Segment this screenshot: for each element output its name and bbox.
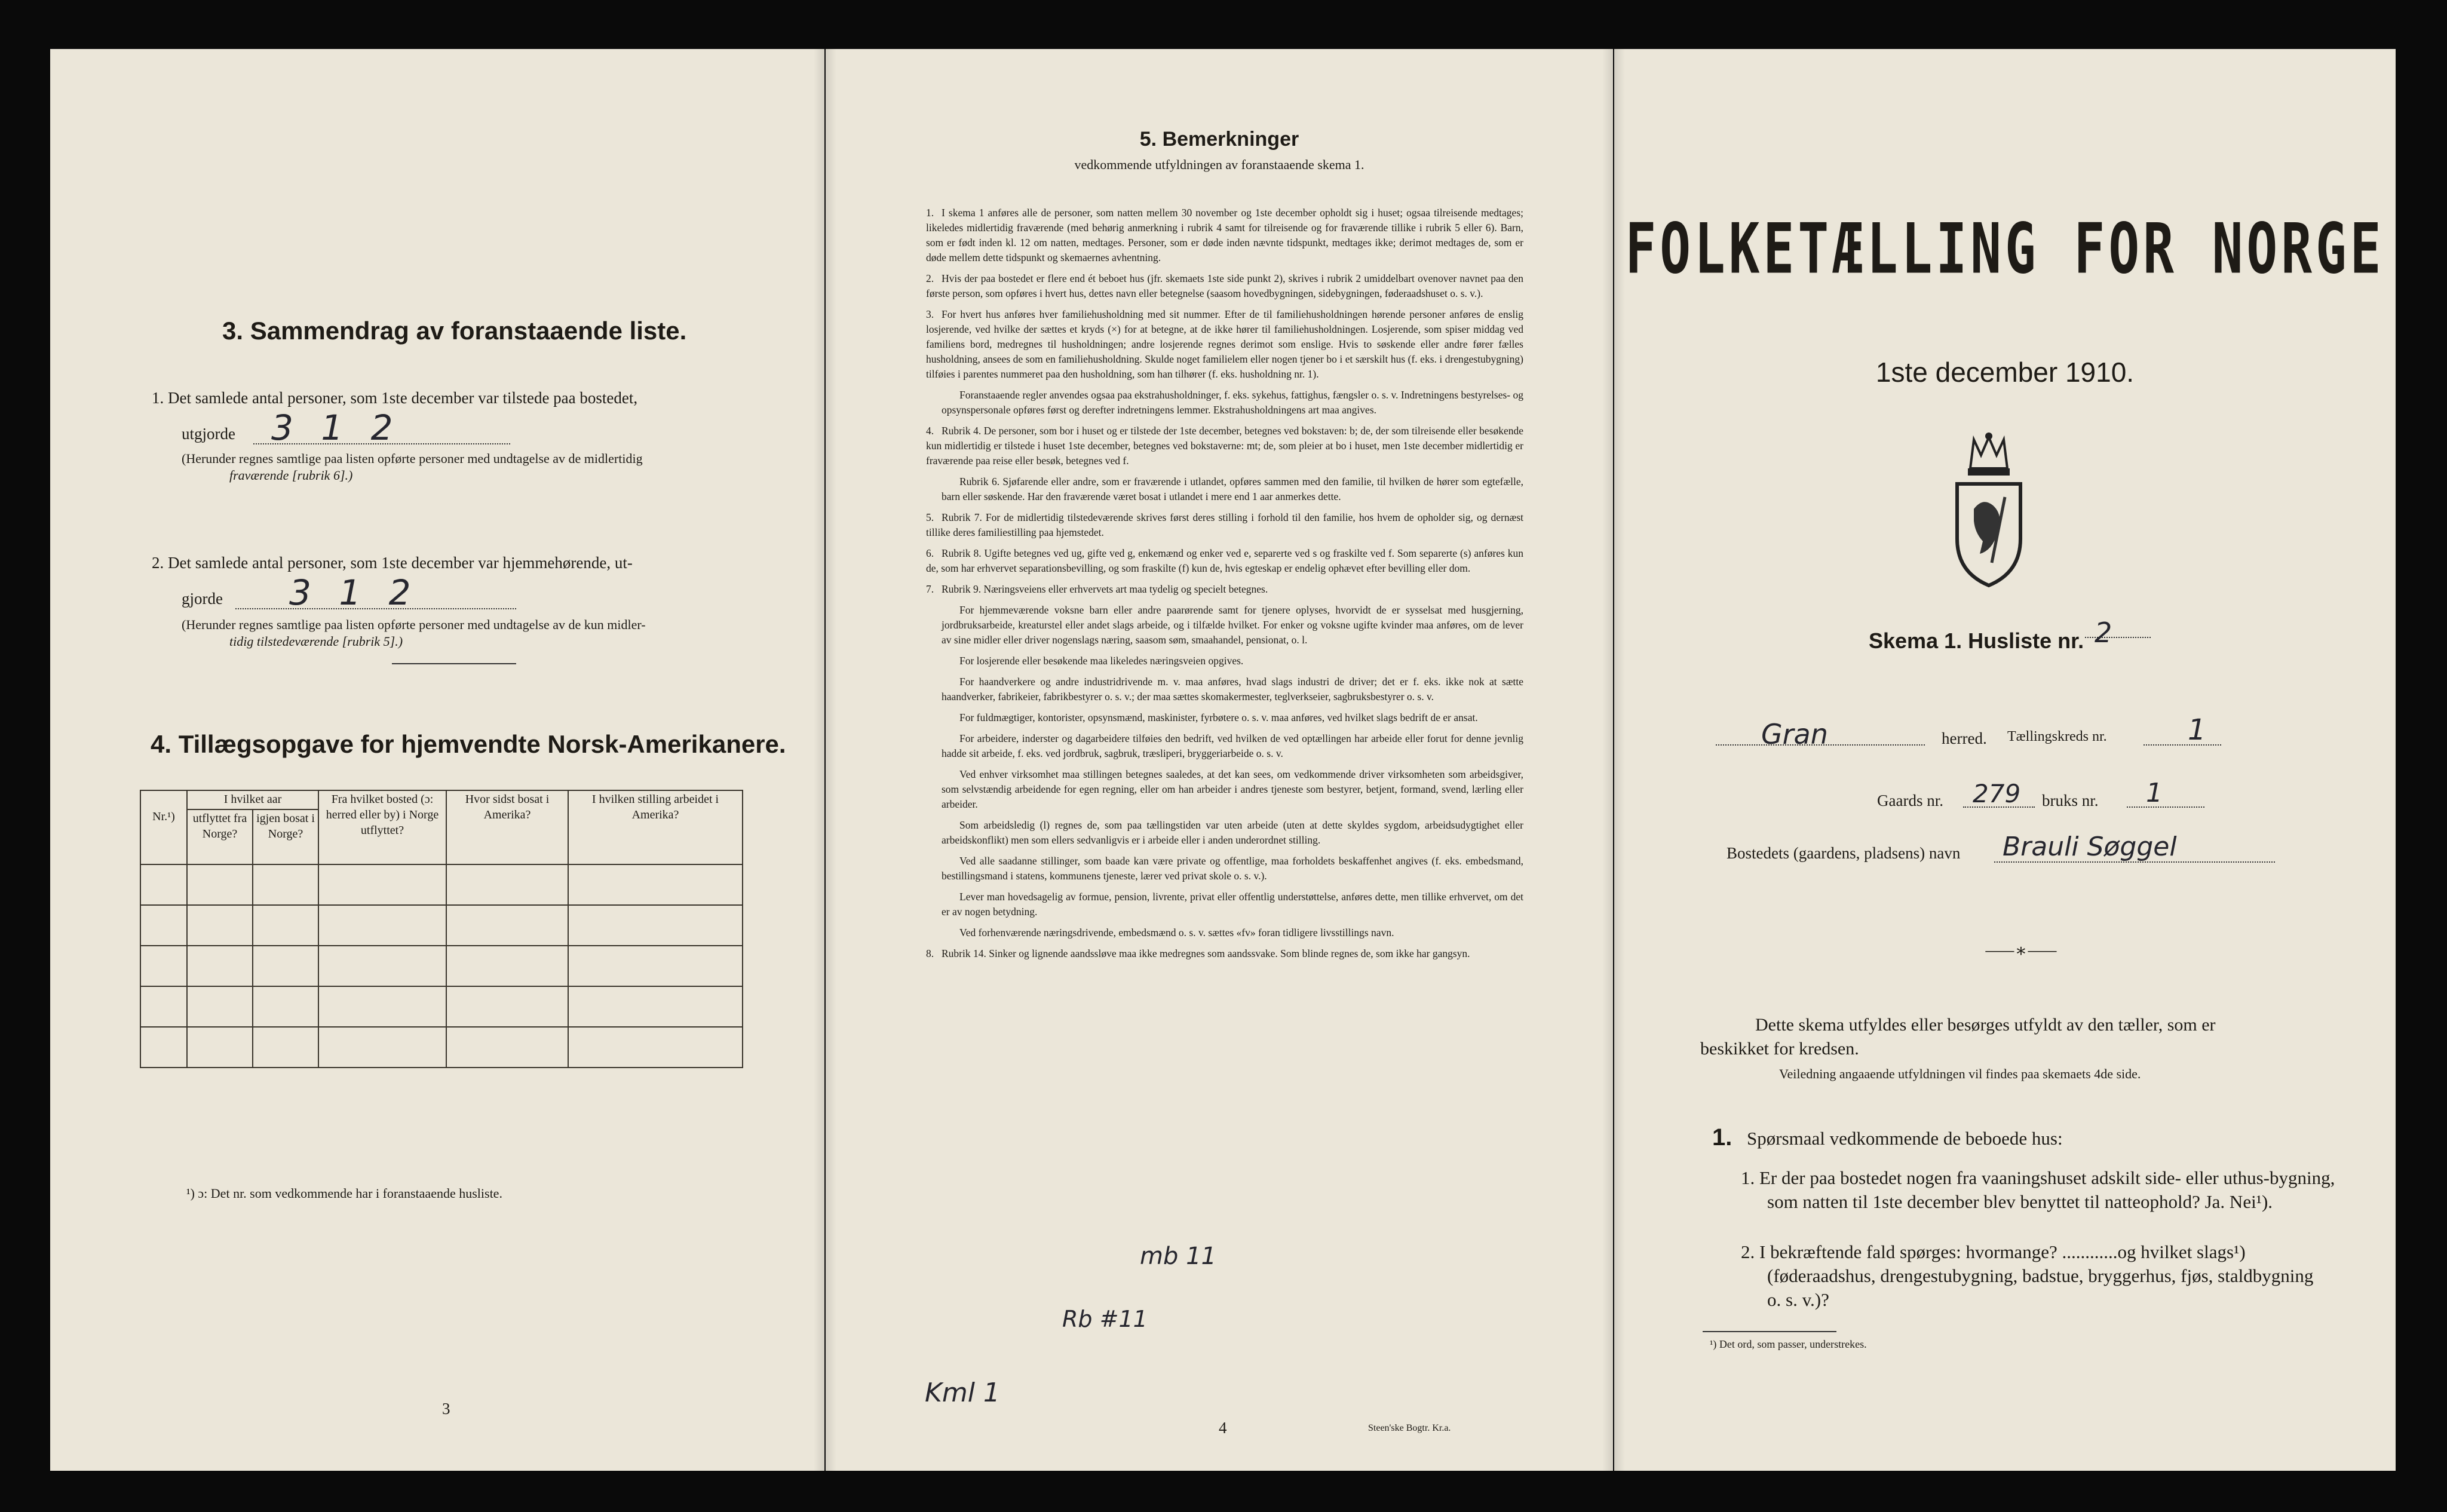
footnote-rule [1703,1331,1836,1332]
remark-text: Ved enhver virksomhet maa stillingen betegnes saaledes, at det kan sees, om vedkommende driver virksomheten som arbeidsgiver, som selvstændig arbeidende for egen regning, eller om han arbeider i andres tjeneste som bestyrer, betjent, formand, svend, lærling eller arbeider. [942,768,1523,810]
table-cell [568,986,743,1027]
remark-paragraph [942,731,1523,761]
remark-number: 2. [926,272,934,284]
table-cell [318,986,446,1027]
table-cell [140,986,187,1027]
q1-text: 1. Det samlede antal personer, som 1ste december var tilstede paa bostedet, [152,389,638,407]
q1-answer: 3 1 2 [271,407,401,448]
table-row [140,1027,743,1068]
remark-paragraph [942,603,1523,648]
remark-text: For hvert hus anføres hver familiehusholdning med sit nummer. Efter de til familiehusholdningen hørende personer anføres de enslig losjerende, ved hvilke der sættes et kryds (×) for at betegne, at de ikke hører til familiehusholdningen. Losjerende, som spiser middag ved familiens bord, medregnes til husholdningen; andre losjerende regnes derimot som enslige. Hvis to søskende eller andre fører fælles husholdning, ansees de som en familiehusholdning. Skulde noget familielem eller nogen tjener bo i et særskilt hus (f. eks. i drengestubygning) tilføies i parentes nummeret paa den husholdning, som han tilhører (f. eks. husholdning nr. 1). [926,308,1523,380]
bosted-label: Bostedets (gaardens, pladsens) navn [1727,844,1961,862]
table-row [140,946,743,986]
bruks-line [2127,806,2204,808]
page-middle [826,49,1613,1471]
table-cell [568,1027,743,1068]
col-stilling-header: I hvilken stilling arbeidet i Amerika? [568,790,743,864]
table-cell [253,986,318,1027]
col-bosted-header: Fra hvilket bosted (ɔ: herred eller by) i Norge utflyttet? [318,790,446,864]
remark-text: Rubrik 9. Næringsveiens eller erhvervets art maa tydelig og specielt betegnes. [942,583,1268,595]
remark-text: For hjemmeværende voksne barn eller andre paarørende samt for tjenere oplyses, hvorvidt de er sysselsat med husgjerning, jordbruksarbeide, kreaturstel eller andet slags arbeide, og i tilfælde hvilket. For enker og voksne ugifte kvinder maa anføres, om de lever av sine midler eller driver nogenslags næring, saasom søm, smaahandel, pensionat, o. l. [942,604,1523,646]
remark-text: Foranstaaende regler anvendes ogsaa paa ekstrahusholdninger, f. eks. sykehus, fattighus, fængsler o. s. v. Indretningens bestyrelses- og opsynspersonale opføres først og derefter indretningens lemmer. Ekstrahusholdningens art maa angives. [942,389,1523,416]
remark-paragraph [942,674,1523,704]
table-cell [187,986,253,1027]
census-date: 1ste december 1910. [1875,357,2135,388]
remark-paragraph [926,206,1523,265]
right-footnote: ¹) Det ord, som passer, understrekes. [1710,1338,1867,1350]
section4-title: 4. Tillægsopgave for hjemvendte Norsk-Amerikanere. [151,730,786,758]
table-row [140,864,743,905]
q1-answer-line [253,443,510,444]
table-cell [187,864,253,905]
remark-text: For arbeidere, inderster og dagarbeidere tilføies den bedrift, ved hvilken de ved optællingen har arbeide eller forut for denne jevnlig hadde sit arbeide, f. eks. ved jordbruk, sagbruk, træsliperi, bryggeriarbeide o. s. v. [942,732,1523,759]
remarks-subtitle: vedkommende utfyldningen av foranstaaende skema 1. [1074,157,1364,172]
remark-paragraph [926,307,1523,382]
table-cell [140,1027,187,1068]
table-cell [446,905,568,946]
remark-text: Rubrik 14. Sinker og lignende aandssløve maa ikke medregnes som aandssvake. Som blinde regnes de, som ikke har gangsyn. [942,947,1470,959]
page-left [50,49,824,1471]
remark-text: Som arbeidsledig (l) regnes de, som paa tællingstiden var uten arbeide (uten at dette skyldes sygdom, arbeidsudygtighet eller arbeidskonflikt) men som ellers sedvanligvis er i arbeide eller i anden underordnet stilling. [942,819,1523,846]
skema-label: Skema 1. Husliste nr. [1869,628,2084,653]
bruks-value: 1 [2146,778,2163,808]
remark-paragraph [926,546,1523,576]
remark-text: Rubrik 4. De personer, som bor i huset og er tilstede der 1ste december, betegnes ved bokstaven: b; de, der som tilreisende eller besøkende kun midlertidig er tilstede i huset 1ste december, betegnes ved bokstaverne: mt; de, som pleier at bo i huset, men 1ste december midlertidig er fraværende paa reise eller besøk, betegnes ved f. [926,425,1523,467]
ornament-divider: ⸺∗⸺ [1985,941,2057,961]
remark-paragraph [942,474,1523,504]
remark-text: Lever man hovedsagelig av formue, pension, livrente, privat eller offentlig understøttelse, anføres dette, men tillike erhvervet, om det er av nogen betydning. [942,891,1523,918]
q2-note-1: (Herunder regnes samtlige paa listen opførte personer med undtagelse av de kun midler- [182,617,646,632]
remark-number: 5. [926,511,934,523]
table-cell [446,1027,568,1068]
bosted-value: Brauli Søggel [2003,832,2177,862]
table-cell [446,946,568,986]
q2-text: 2. Det samlede antal personer, som 1ste december var hjemmehørende, ut- [152,554,633,572]
remark-paragraph [942,818,1523,848]
q1-note-1: (Herunder regnes samtlige paa listen opførte personer med undtagelse av de midlertidig [182,451,643,466]
divider [392,663,516,664]
col-utflyttet-header: utflyttet fra Norge? [187,809,253,864]
census-title: FOLKETÆLLING FOR NORGE [1625,209,2385,290]
q2-answer: 3 1 2 [289,572,419,613]
table-cell [187,946,253,986]
q-heading: Spørsmaal vedkommende de beboede hus: [1747,1128,2063,1149]
herred-label: herred. [1942,729,1987,747]
remark-text: For fuldmægtiger, kontorister, opsynsmænd, maskinister, fyrbøtere o. s. v. maa anføres, ved hvilket slags bedrift de er ansat. [959,711,1478,723]
question-2b: (føderaadshus, drengestubygning, badstue, bryggerhus, fjøs, staldbygning o. s. v.)? [1767,1265,2314,1310]
remark-paragraph [942,854,1523,884]
instruction-small: Veiledning angaaende utfyldningen vil findes paa skemaets 4de side. [1779,1066,2141,1081]
remarks-title: 5. Bemerkninger [1139,128,1299,151]
remark-number: 6. [926,547,934,559]
table-row [140,905,743,946]
col-nr-header: Nr.¹) [140,790,187,864]
table-cell [318,946,446,986]
remark-text: Rubrik 8. Ugifte betegnes ved ug, gifte ved g, enkemænd og enker ved e, separerte ved s og fraskilte ved f. Som separerte (s) anføres kun de, som har erhvervet separationsbevilling, og som fraskilte (f) kun de, hvis egteskap er endelig ophævet efter bevilling eller dom. [926,547,1523,574]
gaards-value: 279 [1973,779,2021,808]
col-group-header: I hvilket aar [187,790,318,809]
remark-text: I skema 1 anføres alle de personer, som natten mellem 30 november og 1ste december opholdt sig i huset; ogsaa tilreisende medtages; likeledes midlertidig fraværende (med behørig anmerkning i rubrik 4 samt for tilreisende og for fraværende tillike i rubrik 5 eller 6). Barn, som er født inden kl. 12 om natten, medtages. Personer, som er døde inden nævnte tidspunkt, medtages ikke; derimot medtages de, som er døde mellem dette tidspunkt og skemaernes avhentning. [926,207,1523,263]
remark-text: Ved forhenværende næringsdrivende, embedsmænd o. s. v. sættes «fv» foran tidligere livsstillings navn. [959,927,1394,939]
page-number-middle: 4 [1219,1419,1227,1437]
remark-paragraph [942,767,1523,812]
remark-text: Rubrik 6. Sjøfarende eller andre, som er fraværende i utlandet, opføres sammen med den familie, til hvilken de hører som egtefælle, barn eller søskende. Har den fraværende været bosat i utlandet i mere end 1 aar anmerkes dette. [942,476,1523,502]
table-cell [568,946,743,986]
remark-number: 7. [926,583,934,595]
left-footnote: ¹) ɔ: Det nr. som vedkommende har i foranstaaende husliste. [186,1186,502,1201]
table-cell [187,1027,253,1068]
remark-text: Ved alle saadanne stillinger, som baade kan være private og offentlige, maa forholdets beskaffenhet angives (f. eks. embedsmand, bestillingsmand i statens, kommunens tjeneste, lærer ved privat skole o. s. v.). [942,855,1523,882]
q1-note-2: fraværende [rubrik 6].) [229,468,353,483]
remark-paragraph [942,925,1523,940]
col-amerika-header: Hvor sidst bosat i Amerika? [446,790,568,864]
table-cell [446,986,568,1027]
q-heading-number: 1. [1712,1124,1732,1151]
q2-label: gjorde [182,590,223,608]
col-bosat-header: igjen bosat i Norge? [253,809,318,864]
table-cell [187,905,253,946]
table-cell [568,905,743,946]
remark-text: Rubrik 7. For de midlertidig tilstedeværende skrives først deres stilling i forhold til den familie, hos hvem de opholder sig, og dernæst tillike deres familiestilling paa hjemstedet. [926,511,1523,538]
remark-number: 1. [926,207,934,219]
annotation-rb: Rb #11 [1062,1306,1148,1332]
remark-number: 8. [926,947,934,959]
q2-answer-line [235,608,516,609]
page-fold-shadow [826,49,836,1471]
table-cell [318,905,446,946]
remark-paragraph [926,510,1523,540]
herred-value: Gran [1761,718,1828,750]
table-cell [253,864,318,905]
instruction-line-2: beskikket for kredsen. [1700,1039,1859,1059]
section3-title: 3. Sammendrag av foranstaaende liste. [222,317,687,345]
bruks-label: bruks nr. [2042,792,2099,809]
remark-paragraph [942,388,1523,418]
annotation-mb: mb 11 [1140,1243,1216,1270]
title-wrap [1614,209,2396,290]
remark-number: 3. [926,308,934,320]
remark-paragraph [942,654,1523,668]
table-cell [446,864,568,905]
kreds-label: Tællingskreds nr. [2007,729,2107,744]
page-number-left: 3 [442,1400,450,1418]
norway-coat-of-arms-icon [1950,431,2028,596]
gaards-label: Gaards nr. [1877,792,1943,809]
question-2a: 2. I bekræftende fald spørges: hvormange? ............og hvilket slags¹) [1741,1241,2246,1262]
table-cell [318,1027,446,1068]
page-fold-shadow [814,49,824,1471]
table-row [140,986,743,1027]
remark-paragraph [926,424,1523,468]
table-cell [318,864,446,905]
remark-paragraph [942,710,1523,725]
remark-paragraph [942,890,1523,919]
remarks-text [926,206,1523,967]
remark-text: For haandverkere og andre industridrivende m. v. maa anføres, hvad slags industri de driver; det er f. eks. ikke nok at sætte haandverker, fabrikeier, fabrikbestyrer o. s. v.; der maa sættes skomakermester, teglverkseier, sagbruksbestyrer o. s. v. [942,676,1523,703]
remark-text: Hvis der paa bostedet er flere end ét beboet hus (jfr. skemaets 1ste side punkt 2), skrives i rubrik 2 umiddelbart ovenover navnet paa den første person, som opføres i hvert hus, dettes navn eller betegnelse (saasom hovedbygningen, sidebygningen, føderaadshuset o. s. v.). [926,272,1523,299]
printer-credit: Steen'ske Bogtr. Kr.a. [1368,1423,1451,1433]
table-cell [140,864,187,905]
page-fold-shadow [1602,49,1613,1471]
remark-number: 4. [926,425,934,437]
q2-note-2: tidig tilstedeværende [rubrik 5].) [229,634,403,649]
annotation-kml: Kml 1 [925,1378,1000,1408]
table-cell [253,1027,318,1068]
remark-paragraph [926,946,1523,961]
remark-paragraph [926,582,1523,597]
table-cell [140,946,187,986]
remark-text: For losjerende eller besøkende maa likeledes næringsveien opgives. [959,655,1244,667]
kreds-line [2144,744,2221,746]
question-1: 1. Er der paa bostedet nogen fra vaaningshuset adskilt side- eller uthus-bygning, som natten til 1ste december blev benyttet til natteophold? Ja. Nei¹). [1741,1167,2335,1212]
table-cell [253,905,318,946]
page-right [1614,49,2396,1471]
table-cell [140,905,187,946]
instruction-line-1: Dette skema utfyldes eller besørges utfyldt av den tæller, som er [1755,1015,2216,1035]
husliste-value: 2 [2095,617,2112,649]
remark-paragraph [926,271,1523,301]
q1-label: utgjorde [182,425,235,443]
table-cell [568,864,743,905]
norsk-amerikanere-table [140,790,743,1068]
kreds-value: 1 [2188,713,2206,747]
table-cell [253,946,318,986]
